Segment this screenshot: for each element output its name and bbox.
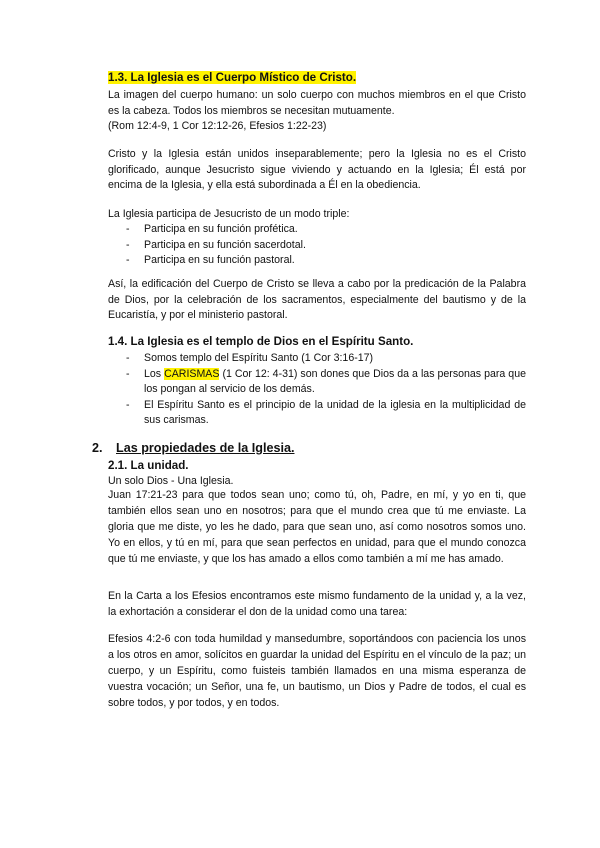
list-item: - Participa en su función profética.: [126, 223, 298, 235]
section-number: 2.: [92, 441, 103, 455]
list-item: - Somos templo del Espíritu Santo (1 Cor 3:16-17): [126, 352, 374, 364]
list-item: - Participa en su función pastoral.: [126, 254, 295, 266]
paragraph-body-image: La imagen del cuerpo humano: un solo cuerpo con muchos miembros en el que Cristo es la cabeza. Todos los miembros se necesitan mutuamente.: [108, 89, 526, 117]
heading-1-3: [108, 70, 356, 86]
section-title: Las propiedades de la Iglesia.: [116, 441, 295, 455]
paragraph-triple-intro: La Iglesia participa de Jesucristo de un modo triple:: [108, 208, 350, 220]
paragraph-efesios: Efesios 4:2-6 con toda humildad y mansedumbre, soportándoos con paciencia los unos a los otros en amor, solícitos en guardar la unidad del Espíritu en el vínculo de la paz; un cuerpo, y un Espíritu, como fuisteis también llamados en una misma esperanza de vuestra vocación; un Señor, una fe, un bautismo, un Dios y Padre de todos, el cual es sobre todos, y por todos, y en todos.: [108, 633, 526, 709]
triple-function-list: [108, 222, 526, 269]
paragraph-juan: Juan 17:21-23 para que todos sean uno; como tú, oh, Padre, en mí, y yo en ti, que también ellos sean uno en nosotros; para que el mundo crea que tú me enviaste. La gloria que me diste, yo les he dado, para que sean uno, así como nosotros somos uno. Yo en ellos, y tú en mí, para que sean perfectos en unidad, para que el mundo conozca que tú me enviaste, y que los has amado a ellos como también a mí me has amado.: [108, 489, 526, 565]
paragraph-one-god: Un solo Dios - Una Iglesia.: [108, 475, 234, 487]
paragraph-union: Cristo y la Iglesia están unidos inseparablemente; pero la Iglesia no es el Cristo glorificado, aunque Jesucristo sigue viviendo y actuando en la Iglesia; Él está por encima de la Iglesia, y ella está subordinada a Él en la obediencia.: [108, 148, 526, 191]
heading-1-3-text: 1.3. La Iglesia es el Cuerpo Místico de Cristo.: [108, 71, 357, 84]
list-item: - Los CARISMAS (1 Cor 12: 4-31) son dones que Dios da a las personas para que los pongan al servicio de los demás.: [126, 367, 526, 395]
paragraph-references: (Rom 12:4-9, 1 Cor 12:12-26, Efesios 1:22-23): [108, 120, 327, 132]
temple-list: [108, 351, 526, 429]
paragraph-edification: Así, la edificación del Cuerpo de Cristo se lleva a cabo por la predicación de la Palabra de Dios, por la celebración de los sacramentos, especialmente del bautismo y de la Eucaristía, y por el ministerio pastoral.: [108, 278, 526, 321]
heading-2-1: 2.1. La unidad.: [108, 459, 189, 472]
carismas-highlight: CARISMAS: [164, 367, 220, 380]
paragraph-efesios-intro: En la Carta a los Efesios encontramos este mismo fundamento de la unidad y, a la vez, la exhortación a considerar el don de la unidad como una tarea:: [108, 590, 526, 618]
list-item: - El Espíritu Santo es el principio de la unidad de la iglesia en la multiplicidad de sus carismas.: [126, 398, 526, 426]
heading-section-2: [92, 440, 294, 457]
heading-1-4: 1.4. La Iglesia es el templo de Dios en el Espíritu Santo.: [108, 335, 414, 348]
list-item: - Participa en su función sacerdotal.: [126, 238, 306, 251]
